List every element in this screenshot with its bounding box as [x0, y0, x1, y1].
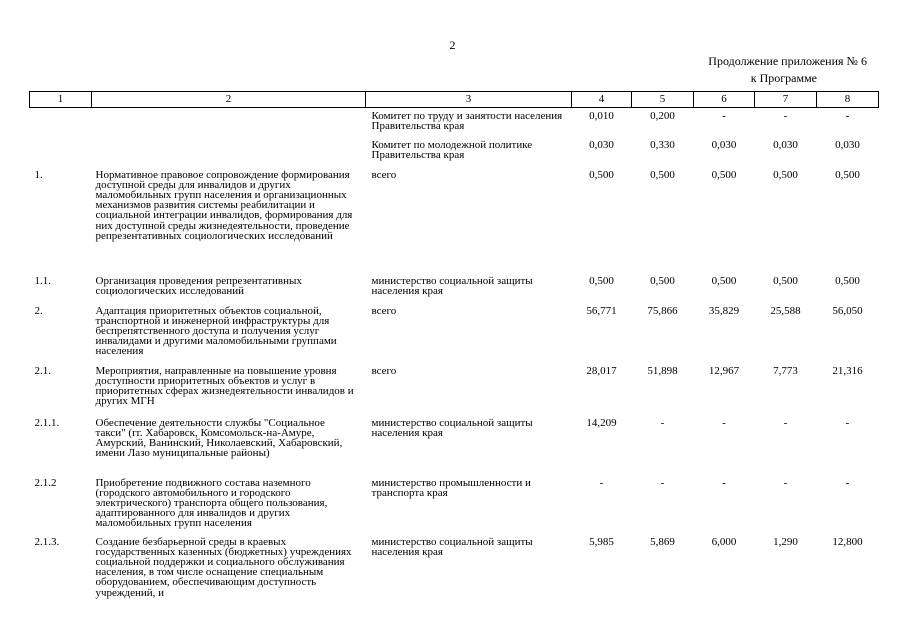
- value-col-7: -: [783, 416, 788, 429]
- executor: министерство промышленности и транспорта края: [371, 476, 531, 499]
- value-col-6: 6,000: [711, 535, 737, 548]
- value-col-6: -: [722, 416, 726, 429]
- value-col-6: -: [722, 110, 726, 122]
- value-col-6: 12,967: [708, 364, 740, 377]
- column-header-3: 3: [366, 92, 572, 108]
- executor: всего: [371, 364, 397, 377]
- value-col-7: 0,500: [773, 274, 798, 287]
- value-col-7: 0,030: [773, 138, 798, 151]
- value-col-4: 0,010: [589, 110, 614, 122]
- table-row: [30, 475, 879, 534]
- value-col-8: 21,316: [832, 364, 863, 377]
- row-number: 2.1.2: [34, 476, 57, 489]
- table-row: [30, 415, 879, 475]
- executor: Комитет по труду и занятости населения Правительства края: [371, 110, 563, 133]
- table-row: [30, 273, 879, 303]
- value-col-5: -: [660, 476, 665, 489]
- value-col-4: 5,985: [589, 535, 614, 548]
- column-header-1: 1: [30, 92, 92, 108]
- value-col-8: 56,050: [832, 304, 863, 317]
- table-row: [30, 534, 879, 598]
- value-col-8: -: [845, 416, 850, 429]
- value-col-7: -: [783, 110, 788, 122]
- value-col-5: -: [660, 416, 665, 429]
- value-col-6: 0,500: [711, 274, 737, 287]
- value-col-8: -: [845, 110, 850, 122]
- executor: всего: [371, 168, 397, 181]
- executor: министерство социальной защиты населения края: [371, 416, 533, 439]
- activity-name: Организация проведения репрезентативных социологических исследований: [95, 274, 302, 297]
- value-col-4: 56,771: [586, 304, 617, 317]
- activity-name: [92, 108, 366, 137]
- row-number: [30, 108, 92, 137]
- column-header-4: 4: [572, 92, 632, 108]
- header-row: [30, 92, 879, 108]
- value-col-4: 28,017: [586, 364, 617, 377]
- value-col-5: 0,500: [650, 168, 675, 181]
- executor: министерство социальной защиты населения края: [371, 274, 533, 297]
- value-col-4: 0,030: [589, 138, 614, 151]
- table-row: [30, 108, 879, 137]
- table-row: [30, 137, 879, 167]
- row-number: [30, 137, 92, 167]
- page-number: 2: [449, 38, 456, 52]
- activity-name: Создание безбарьерной среды в краевых государственных казенных (бюджетных) учреждениях социальной поддержки и социального обслуживания населения, в том числе оснащение специальным оборудованием, обеспечивающим доступность учреждений, и: [95, 535, 352, 599]
- appendix-continuation-note: [708, 53, 867, 87]
- value-col-4: 0,500: [589, 274, 614, 287]
- value-col-6: 0,030: [711, 138, 737, 151]
- table-row: [30, 303, 879, 363]
- activity-name: [92, 137, 366, 167]
- value-col-5: 0,330: [650, 138, 675, 151]
- row-number: 2.1.1.: [34, 416, 60, 429]
- activity-name: Обеспечение деятельности службы "Социальное такси" (гг. Хабаровск, Комсомольск-на-Амуре, Амурский, Ванинский, Николаевский, Хабаровский, имени Лазо муниципальные районы): [95, 416, 343, 460]
- value-col-5: 5,869: [650, 535, 675, 548]
- row-number: 1.: [34, 168, 43, 181]
- value-col-7: 25,588: [770, 304, 801, 317]
- column-header-8: 8: [817, 92, 879, 108]
- value-col-4: 0,500: [589, 168, 614, 181]
- value-col-7: 7,773: [773, 364, 798, 377]
- value-col-8: -: [845, 476, 850, 489]
- row-number: 1.1.: [34, 274, 51, 287]
- continuation-line-1: Продолжение приложения № 6: [708, 54, 867, 68]
- table-body: [30, 108, 879, 598]
- activity-name: Адаптация приоритетных объектов социальной, транспортной и инженерной инфраструктуры для беспрепятственного доступа и получения услуг инвалидами и другими маломобильными группами населения: [95, 304, 337, 358]
- value-col-6: 0,500: [711, 168, 737, 181]
- table-row: [30, 363, 879, 415]
- value-col-8: 0,030: [835, 138, 860, 151]
- value-col-6: 35,829: [708, 304, 740, 317]
- executor: министерство социальной защиты населения края: [371, 535, 533, 558]
- value-col-5: 0,200: [650, 110, 675, 122]
- executor: всего: [371, 304, 397, 317]
- table-row: [30, 167, 879, 273]
- activity-name: Нормативное правовое сопровождение формирования доступной среды для инвалидов и других маломобильных групп населения и организационных механизмов развития системы реабилитации и социальной интеграции инвалидов, формирования для них доступной среды жизнедеятельности, проведение репрезентативных социологических исследований: [95, 168, 353, 242]
- value-col-8: 0,500: [835, 168, 860, 181]
- value-col-7: 1,290: [773, 535, 798, 548]
- value-col-7: -: [783, 476, 788, 489]
- column-header-5: 5: [632, 92, 694, 108]
- value-col-4: -: [599, 476, 604, 489]
- value-col-5: 0,500: [650, 274, 675, 287]
- column-header-2: 2: [92, 92, 366, 108]
- value-col-5: 75,866: [647, 304, 678, 317]
- value-col-4: 14,209: [586, 416, 617, 429]
- row-number: 2.1.3.: [34, 535, 60, 548]
- value-col-8: 12,800: [832, 535, 863, 548]
- value-col-7: 0,500: [773, 168, 798, 181]
- value-col-6: -: [722, 476, 726, 489]
- column-header-7: 7: [755, 92, 817, 108]
- continuation-line-2: к Программе: [750, 71, 817, 85]
- row-number: 2.1.: [34, 364, 51, 377]
- activity-name: Приобретение подвижного состава наземного (городского автомобильного и городского электрического) транспорта общего пользования, адаптированного для инвалидов и других маломобильных групп населения: [95, 476, 328, 530]
- column-header-6: 6: [694, 92, 755, 108]
- activity-name: Мероприятия, направленные на повышение уровня доступности приоритетных объектов и услуг в приоритетных сферах жизнедеятельности инвалидов и других МГН: [95, 364, 354, 408]
- row-number: 2.: [34, 304, 43, 317]
- appendix-table: [29, 91, 879, 598]
- executor: Комитет по молодежной политике Правительства края: [371, 138, 533, 161]
- value-col-5: 51,898: [647, 364, 678, 377]
- table-header: [30, 92, 879, 108]
- value-col-8: 0,500: [835, 274, 860, 287]
